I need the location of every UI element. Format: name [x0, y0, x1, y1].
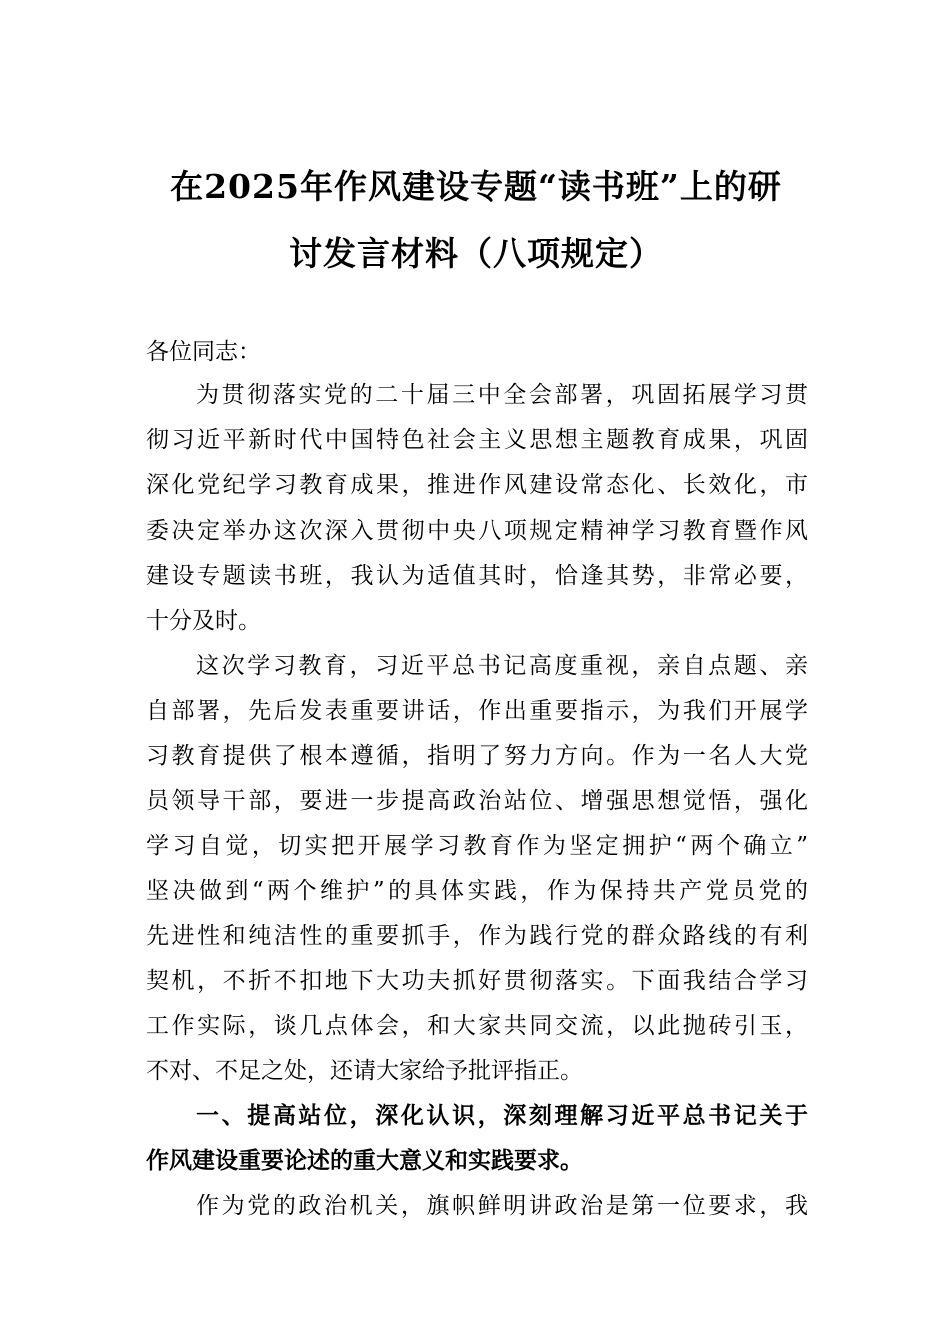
paragraph-line: 员领导干部，要进一步提高政治站位、增强思想觉悟，强化 — [146, 788, 808, 814]
paragraph-line: 委决定举办这次深入贯彻中央八项规定精神学习教育暨作风 — [146, 518, 808, 544]
paragraph-line: 工作实际，谈几点体会，和大家共同交流，以此抛砖引玉， — [146, 1013, 808, 1039]
document-title-line-1: 在2025年作风建设专题“读书班”上的研 — [170, 167, 782, 206]
paragraph-line: 先进性和纯洁性的重要抓手，作为践行党的群众路线的有利 — [146, 923, 808, 949]
paragraph-line: 彻习近平新时代中国特色社会主义思想主题教育成果，巩固 — [146, 427, 808, 453]
section-heading-line: 作风建设重要论述的重大意义和实践要求。 — [146, 1148, 583, 1174]
paragraph-line: 建设专题读书班，我认为适值其时，恰逢其势，非常必要， — [146, 563, 808, 589]
document-title-line-2: 讨发言材料（八项规定） — [289, 234, 663, 273]
paragraph-line: 深化党纪学习教育成果，推进作风建设常态化、长效化，市 — [146, 472, 808, 498]
paragraph-line: 习教育提供了根本遵循，指明了努力方向。作为一名人大党 — [146, 743, 808, 769]
paragraph-line: 十分及时。 — [146, 608, 261, 634]
paragraph-line: 自部署，先后发表重要讲话，作出重要指示，为我们开展学 — [146, 698, 808, 724]
paragraph-line: 为贯彻落实党的二十届三中全会部署，巩固拓展学习贯 — [196, 382, 808, 408]
paragraph-line: 契机，不折不扣地下大功夫抓好贯彻落实。下面我结合学习 — [146, 968, 808, 994]
paragraph-line: 不对、不足之处，还请大家给予批评指正。 — [146, 1058, 583, 1084]
section-heading-line: 一、提高站位，深化认识，深刻理解习近平总书记关于 — [196, 1103, 808, 1129]
paragraph-line: 坚决做到“两个维护”的具体实践，作为保持共产党员党的 — [146, 878, 808, 904]
paragraph-line: 这次学习教育，习近平总书记高度重视，亲自点题、亲 — [196, 653, 808, 679]
salutation: 各位同志： — [146, 339, 261, 365]
paragraph-line: 作为党的政治机关，旗帜鲜明讲政治是第一位要求，我 — [196, 1193, 808, 1219]
paragraph-line: 学习自觉，切实把开展学习教育作为坚定拥护“两个确立” — [146, 833, 808, 859]
